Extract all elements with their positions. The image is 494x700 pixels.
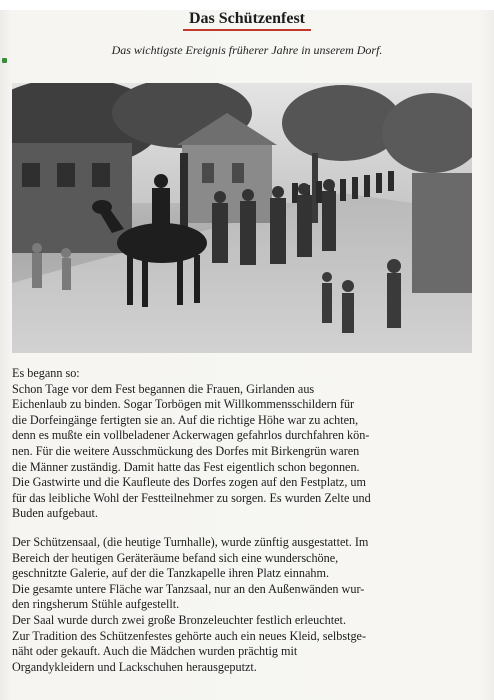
paragraph-2-line-5: den ringsherum Stühle aufgestellt.	[12, 597, 180, 612]
paragraph-gap	[12, 522, 474, 535]
paragraph-2-line-7: Zur Tradition des Schützenfestes gehörte auch ein neues Kleid, selbstge-	[12, 628, 367, 643]
paragraph-2-line-6: Der Saal wurde durch zwei große Bronzeleuchter festlich erleuchtet.	[12, 612, 346, 627]
paragraph-2-line-9: Organdykleidern und Lackschuhen herausgeputzt.	[12, 659, 257, 674]
paragraph-1-line-4: denn es mußte ein vollbeladener Ackerwagen gefahrlos durchfahren kön-	[12, 428, 370, 443]
page-title-text: Das Schützenfest	[183, 10, 311, 31]
top-band	[0, 0, 494, 10]
article-body	[12, 366, 474, 675]
paragraph-1-line-6: die Männer zuständig. Damit hatte das Fest eigentlich schon begonnen.	[12, 459, 360, 474]
paragraph-2-line-8: näht oder gekauft. Auch die Mädchen wurden prächtig mit	[12, 644, 298, 659]
paragraph-1-line-9: Buden aufgebaut.	[12, 506, 98, 521]
paragraph-1-line-2: Eichenlaub zu binden. Sogar Torbögen mit Willkommensschildern für	[12, 397, 355, 412]
paragraph-2-line-1: Der Schützensaal, (die heutige Turnhalle), wurde zünftig ausgestattet. Im	[12, 534, 369, 549]
page-subtitle: Das wichtigste Ereignis früherer Jahre in unserem Dorf.	[111, 43, 383, 57]
paragraph-2-line-3: geschnitzte Galerie, auf der die Tanzkapelle ihren Platz einnahm.	[12, 566, 330, 581]
parade-photo-illustration	[12, 83, 472, 353]
paragraph-1-line-1: Schon Tage vor dem Fest begannen die Frauen, Girlanden aus	[12, 381, 315, 396]
historic-parade-photo	[12, 83, 472, 353]
paragraph-2-line-2: Bereich der heutigen Geräteräume befand sich eine wunderschöne,	[12, 550, 339, 565]
paragraph-2-line-4: Die gesamte untere Fläche war Tanzsaal, nur an den Außenwänden wur-	[12, 581, 365, 596]
margin-mark	[2, 58, 7, 63]
page-title	[0, 10, 494, 31]
paragraph-1-line-3: die Dorfeingänge fertigten sie an. Auf die richtige Höhe war zu achten,	[12, 412, 359, 427]
intro-line: Es begann so:	[12, 366, 80, 380]
paragraph-1-line-8: für das leibliche Wohl der Festteilnehmer zu sorgen. Es wurden Zelte und	[12, 490, 371, 505]
paragraph-1-line-7: Die Gastwirte und die Kaufleute des Dorfes zogen auf den Festplatz, um	[12, 475, 367, 490]
paragraph-1-line-5: nen. Für die weitere Ausschmückung des Dorfes mit Birkengrün waren	[12, 443, 360, 458]
